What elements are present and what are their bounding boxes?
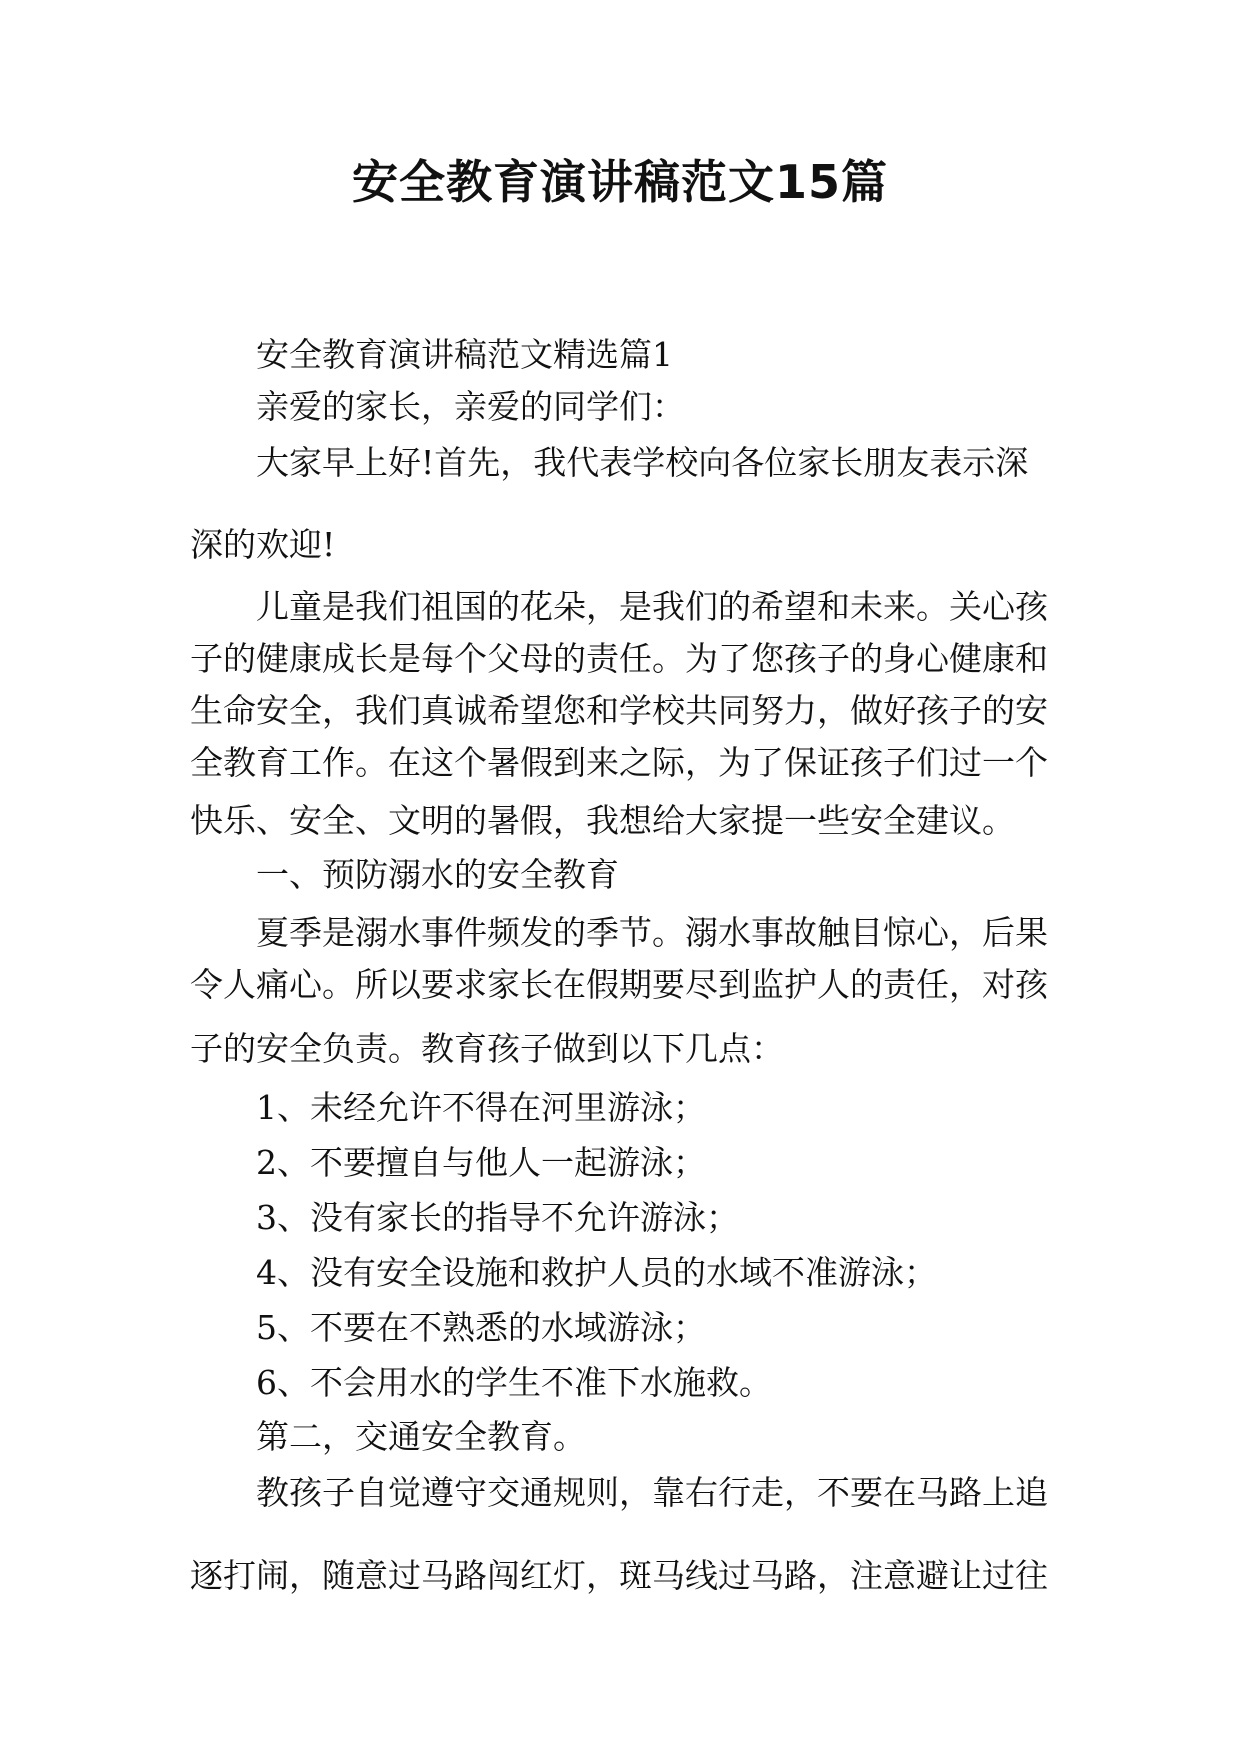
paragraph-line: 子的健康成长是每个父母的责任。为了您孩子的身心健康和	[190, 639, 1048, 678]
paragraph-line: 安全教育演讲稿范文精选篇1	[256, 335, 673, 374]
list-item: 6、不会用水的学生不准下水施救。	[256, 1363, 772, 1402]
list-item: 1、未经允许不得在河里游泳；	[256, 1088, 706, 1127]
section-heading: 一、预防溺水的安全教育	[256, 855, 619, 894]
list-item: 3、没有家长的指导不允许游泳；	[256, 1198, 739, 1237]
paragraph-line: 教孩子自觉遵守交通规则，靠右行走，不要在马路上追	[256, 1473, 1048, 1512]
paragraph-line: 全教育工作。在这个暑假到来之际，为了保证孩子们过一个	[190, 743, 1048, 782]
paragraph-line: 子的安全负责。教育孩子做到以下几点：	[190, 1029, 784, 1068]
paragraph-line: 夏季是溺水事件频发的季节。溺水事故触目惊心，后果	[256, 913, 1048, 952]
document-title: 安全教育演讲稿范文15篇	[351, 155, 888, 209]
section-heading: 第二，交通安全教育。	[256, 1417, 586, 1456]
list-item: 5、不要在不熟悉的水域游泳；	[256, 1308, 706, 1347]
list-item: 4、没有安全设施和救护人员的水域不准游泳；	[256, 1253, 937, 1292]
paragraph-line: 大家早上好!首先，我代表学校向各位家长朋友表示深	[256, 443, 1029, 482]
paragraph-line: 深的欢迎!	[190, 525, 336, 564]
list-item: 2、不要擅自与他人一起游泳；	[256, 1143, 706, 1182]
paragraph-line: 儿童是我们祖国的花朵，是我们的希望和未来。关心孩	[256, 587, 1048, 626]
paragraph-line: 亲爱的家长，亲爱的同学们：	[256, 387, 685, 426]
paragraph-line: 令人痛心。所以要求家长在假期要尽到监护人的责任，对孩	[190, 965, 1048, 1004]
paragraph-line: 生命安全，我们真诚希望您和学校共同努力，做好孩子的安	[190, 691, 1048, 730]
paragraph-line: 逐打闹，随意过马路闯红灯，斑马线过马路，注意避让过往	[190, 1556, 1048, 1595]
paragraph-line: 快乐、安全、文明的暑假，我想给大家提一些安全建议。	[190, 801, 1015, 840]
